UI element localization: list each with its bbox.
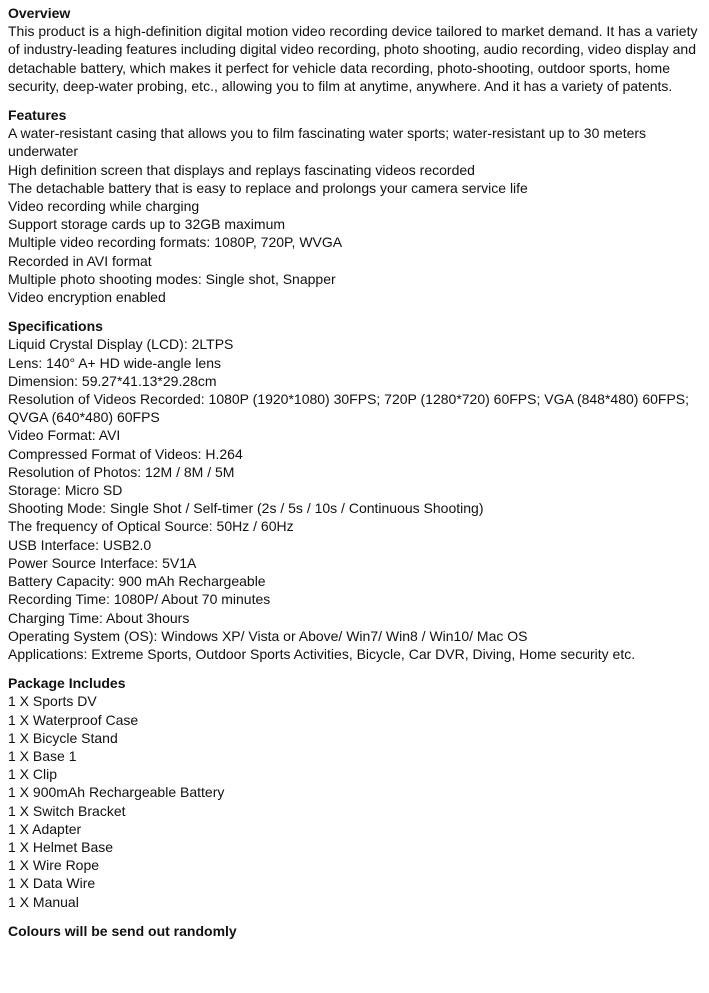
section-specifications (8, 317, 703, 663)
section-overview (8, 4, 703, 95)
text-line: Lens: 140° A+ HD wide-angle lens (8, 354, 222, 371)
text-line: 1 X Wire Rope (8, 857, 100, 874)
text-line: Multiple video recording formats: 1080P, 720P, WVGA (8, 234, 343, 251)
section-body-features (8, 124, 703, 306)
text-line: Recording Time: 1080P/ About 70 minutes (8, 591, 271, 608)
section-body-package-includes (8, 692, 703, 910)
text-line: 1 X Base 1 (8, 747, 77, 764)
text-line: A water-resistant casing that allows you to film fascinating water sports; water-resistant up to 30 meters underwater (8, 125, 647, 160)
text-line: Storage: Micro SD (8, 482, 123, 499)
text-line: Video Format: AVI (8, 427, 121, 444)
text-line: 1 X Clip (8, 766, 58, 783)
text-line: Multiple photo shooting modes: Single shot, Snapper (8, 270, 336, 287)
text-line: Applications: Extreme Sports, Outdoor Sports Activities, Bicycle, Car DVR, Diving, Home security etc. (8, 645, 636, 662)
text-line: High definition screen that displays and replays fascinating videos recorded (8, 161, 475, 178)
text-line: 1 X Data Wire (8, 875, 96, 892)
text-line: Battery Capacity: 900 mAh Rechargeable (8, 573, 266, 590)
text-line: The frequency of Optical Source: 50Hz / 60Hz (8, 518, 294, 535)
section-heading-overview: Overview (8, 5, 71, 21)
text-line: 1 X Sports DV (8, 693, 97, 710)
section-heading-features: Features (8, 107, 67, 124)
text-line: Resolution of Photos: 12M / 8M / 5M (8, 463, 235, 480)
text-line: Operating System (OS): Windows XP/ Vista or Above/ Win7/ Win8 / Win10/ Mac OS (8, 627, 528, 644)
section-body-overview (8, 22, 703, 95)
text-line: Video encryption enabled (8, 289, 166, 306)
text-line: Compressed Format of Videos: H.264 (8, 445, 243, 462)
section-heading-package-includes: Package Includes (8, 675, 126, 692)
text-line: The detachable battery that is easy to replace and prolongs your camera service life (8, 179, 528, 196)
section-package-includes (8, 674, 703, 911)
text-line: 1 X Waterproof Case (8, 711, 139, 728)
section-body-specifications (8, 335, 703, 663)
text-line: Shooting Mode: Single Shot / Self-timer (2s / 5s / 10s / Continuous Shooting) (8, 500, 484, 517)
text-line: Dimension: 59.27*41.13*29.28cm (8, 372, 217, 389)
section-heading-specifications: Specifications (8, 318, 103, 335)
section-features (8, 106, 703, 306)
text-line: Liquid Crystal Display (LCD): 2LTPS (8, 336, 234, 353)
text-line: Support storage cards up to 32GB maximum (8, 216, 286, 233)
text-line: USB Interface: USB2.0 (8, 536, 152, 553)
text-line: Charging Time: About 3hours (8, 609, 190, 626)
text-line: 1 X Bicycle Stand (8, 729, 118, 746)
text-line: 1 X Helmet Base (8, 838, 114, 855)
text-line: 1 X 900mAh Rechargeable Battery (8, 784, 225, 801)
footer-note-colours: Colours will be send out randomly (8, 922, 237, 939)
text-line: 1 X Manual (8, 893, 79, 910)
text-line: 1 X Adapter (8, 820, 82, 837)
text-line: Recorded in AVI format (8, 252, 152, 269)
text-line: Resolution of Videos Recorded: 1080P (1920*1080) 30FPS; 720P (1280*720) 60FPS; VGA (848*480) 60FPS; QVGA (640*480) 60FPS (8, 391, 690, 426)
text-line: Power Source Interface: 5V1A (8, 554, 197, 571)
text-line: 1 X Switch Bracket (8, 802, 126, 819)
text-line: Video recording while charging (8, 198, 200, 215)
text-line: This product is a high-definition digital motion video recording device tailored to market demand. It has a variety of industry-leading features including digital video recording, photo shooting, audio recording, video display and detachable battery, which makes it perfect for vehicle data recording, photo-shooting, outdoor sports, home security, deep-water probing, etc., allowing you to film at anytime, anywhere. And it has a variety of patents. (8, 23, 698, 94)
